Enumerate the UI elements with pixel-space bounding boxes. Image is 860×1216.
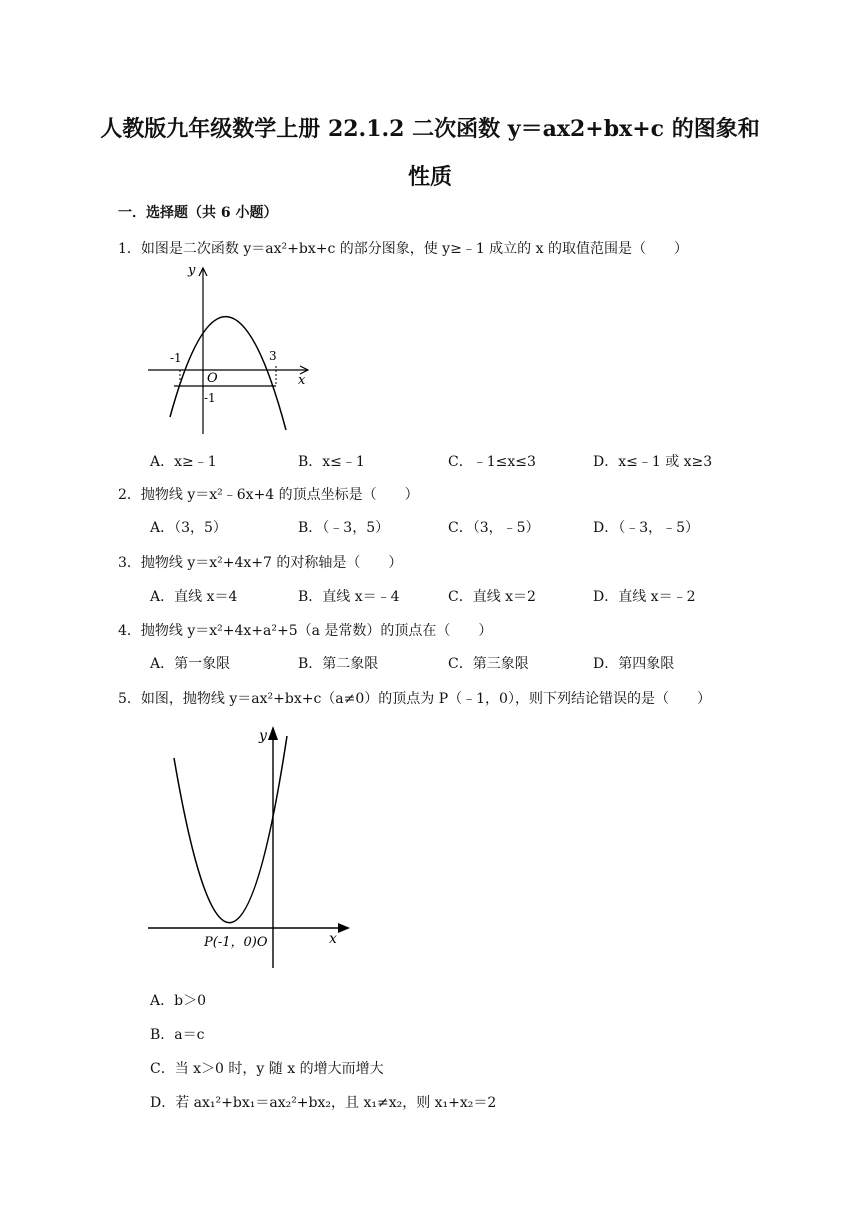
question-1-option-a: A．x≥﹣1 (150, 454, 217, 470)
question-3-option-b: B．直线 x＝﹣4 (298, 589, 400, 605)
tick-label-y-neg1: -1 (204, 391, 216, 405)
question-1-option-d: D．x≤﹣1 或 x≥3 (593, 454, 713, 470)
question-5-figure (142, 718, 362, 978)
document-title-line2: 性质 (407, 164, 452, 190)
question-5-option-d: D．若 ax₁²+bx₁＝ax₂²+bx₂，且 x₁≠x₂，则 x₁+x₂＝2 (150, 1095, 497, 1111)
question-5-option-a: A．b＞0 (150, 993, 206, 1009)
question-2-option-c: C．（3，﹣5） (448, 520, 540, 536)
vertex-label: P(-1，0)O (204, 935, 268, 950)
document-title-line1: 人教版九年级数学上册 22.1.2 二次函数 y＝ax2+bx+c 的图象和 (100, 116, 760, 142)
parabola-curve (170, 317, 286, 430)
question-4-option-c: C．第三象限 (448, 656, 529, 672)
question-3-stem: 3．抛物线 y＝x²+4x+7 的对称轴是（ ） (118, 555, 403, 571)
question-1-figure (140, 262, 320, 440)
question-2-option-b: B．（﹣3，5） (298, 520, 390, 536)
question-4-option-a: A．第一象限 (150, 656, 231, 672)
question-4-stem: 4．抛物线 y＝x²+4x+a²+5（a 是常数）的顶点在（ ） (118, 623, 493, 639)
question-4-option-b: B．第二象限 (298, 656, 379, 672)
x-axis-label: x (329, 931, 337, 947)
x-axis-label: x (298, 373, 306, 388)
question-1-option-b: B．x≤﹣1 (298, 454, 365, 470)
section-heading: 一．选择题（共 6 小题） (118, 205, 278, 221)
question-5-stem: 5．如图，抛物线 y＝ax²+bx+c（a≠0）的顶点为 P（﹣1，0），则下列结论错误的是（ ） (118, 691, 711, 707)
question-2-option-d: D．（﹣3，﹣5） (593, 520, 700, 536)
question-1-option-c: C．﹣1≤x≤3 (448, 454, 536, 470)
y-axis-label: y (188, 263, 196, 278)
parabola-curve (174, 736, 287, 923)
question-5-option-b: B．a＝c (150, 1027, 205, 1043)
tick-label-neg1: -1 (170, 351, 182, 365)
y-axis-label: y (259, 728, 267, 744)
question-1-stem: 1．如图是二次函数 y＝ax²+bx+c 的部分图象，使 y≥﹣1 成立的 x 的取值范围是（ ） (118, 241, 688, 257)
x-axis-arrow (338, 923, 350, 933)
question-3-option-d: D．直线 x＝﹣2 (593, 589, 696, 605)
question-3-option-a: A．直线 x＝4 (150, 589, 238, 605)
question-4-option-d: D．第四象限 (593, 656, 675, 672)
question-5-option-c: C．当 x＞0 时，y 随 x 的增大而增大 (150, 1061, 384, 1077)
origin-label: O (207, 371, 218, 386)
question-2-option-a: A．（3，5） (150, 520, 227, 536)
question-2-stem: 2．抛物线 y＝x²﹣6x+4 的顶点坐标是（ ） (118, 487, 419, 503)
tick-label-3: 3 (269, 349, 277, 363)
question-3-option-c: C．直线 x＝2 (448, 589, 536, 605)
y-axis-arrow (268, 726, 278, 740)
